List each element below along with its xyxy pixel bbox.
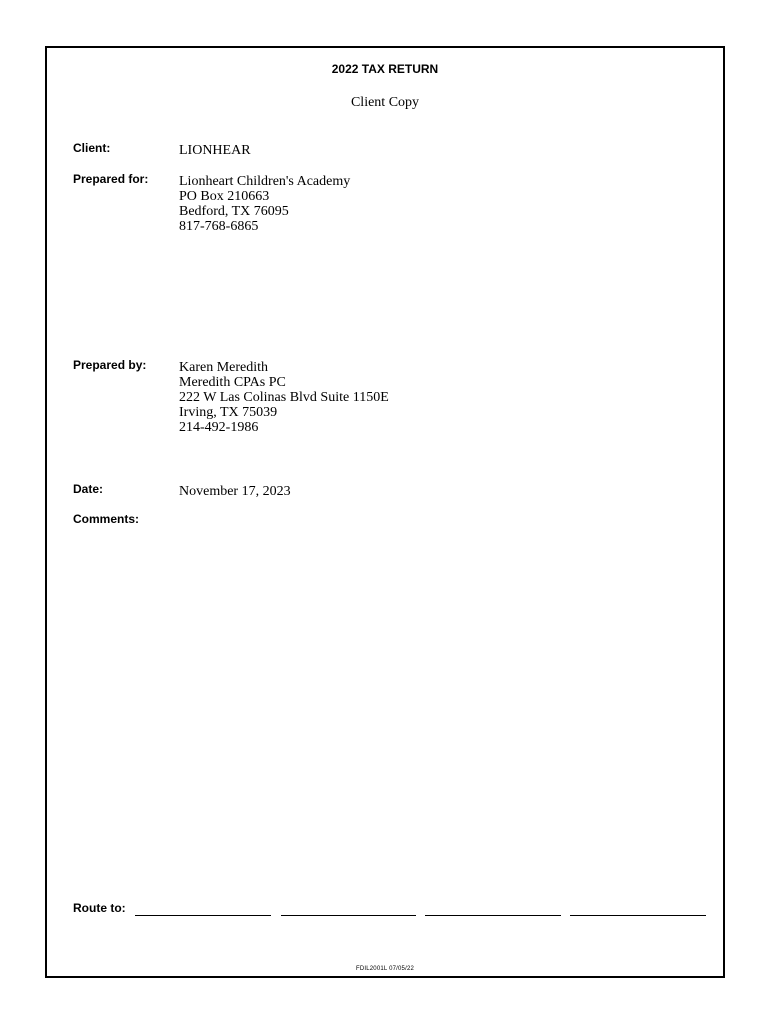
date-label: Date: — [73, 482, 104, 496]
comments-label: Comments: — [73, 512, 140, 526]
prepared-by-block — [179, 360, 389, 435]
document-title: 2022 TAX RETURN — [331, 62, 439, 76]
client-label: Client: — [73, 141, 111, 155]
route-to-line-4 — [570, 915, 706, 916]
route-to-line-3 — [425, 915, 561, 916]
date-value: November 17, 2023 — [179, 484, 291, 499]
prepared-for-line: Bedford, TX 76095 — [179, 204, 289, 219]
client-value: LIONHEAR — [179, 143, 251, 158]
prepared-by-line: Meredith CPAs PC — [179, 375, 286, 390]
route-to-line-2 — [281, 915, 416, 916]
prepared-for-label: Prepared for: — [73, 172, 149, 186]
prepared-for-line: Lionheart Children's Academy — [179, 174, 351, 189]
prepared-for-line: PO Box 210663 — [179, 189, 270, 204]
prepared-by-label: Prepared by: — [73, 358, 147, 372]
prepared-by-line: Irving, TX 75039 — [179, 405, 278, 420]
prepared-by-line: 214-492-1986 — [179, 420, 259, 435]
route-to-label: Route to: — [73, 901, 126, 915]
prepared-by-line: Karen Meredith — [179, 360, 269, 375]
document-subtitle: Client Copy — [350, 95, 420, 110]
prepared-by-line: 222 W Las Colinas Blvd Suite 1150E — [179, 390, 389, 405]
form-code-footer: FDIL2001L 07/05/22 — [355, 966, 415, 972]
prepared-for-line: 817-768-6865 — [179, 219, 259, 234]
route-to-line-1 — [135, 915, 271, 916]
prepared-for-block — [179, 174, 350, 234]
